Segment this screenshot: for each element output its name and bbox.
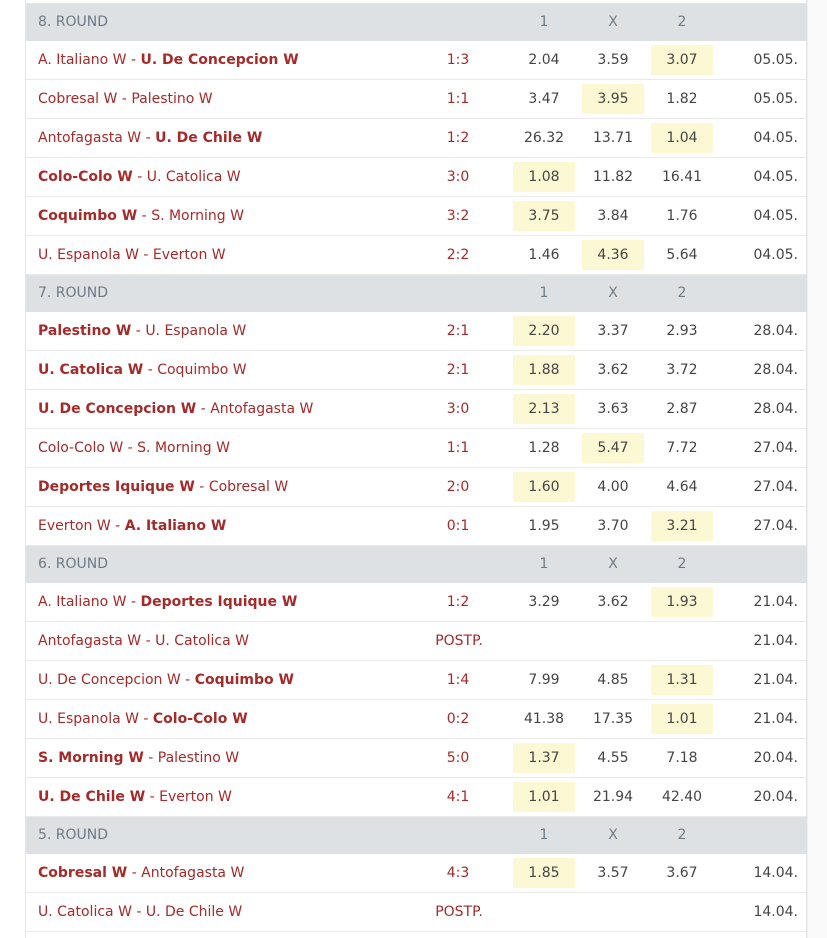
odds-cell-2[interactable]: 1.04 [651,123,713,153]
home-team: Colo-Colo W [38,169,133,185]
match-score: 3:0 [446,169,470,185]
round-title: 5. ROUND [38,827,109,843]
match-date: 21.04. [753,711,798,727]
match-date: 27.04. [753,479,798,495]
postponed-label: POSTP. [435,904,483,920]
team-separator: - [137,208,152,224]
odds-cell-x [582,626,644,656]
odds-cell-2[interactable]: 1.31 [651,665,713,695]
odds-column-label-x: X [608,285,618,301]
odds-cell-1 [513,897,575,927]
match-date: 04.05. [753,130,798,146]
home-team: A. Italiano W [38,52,127,68]
home-team: U. De Concepcion W [38,401,197,417]
round-header [26,546,807,583]
odds-column-label-x: X [608,827,618,843]
team-separator: - [196,401,211,417]
round-title: 6. ROUND [38,556,109,572]
odds-cell-2[interactable]: 42.40 [661,789,703,805]
odds-cell-2[interactable]: 4.64 [666,479,698,495]
match-date: 27.04. [753,440,798,456]
away-team: Coquimbo W [194,672,294,688]
away-team: S. Morning W [151,208,244,224]
odds-cell-x[interactable]: 4.55 [597,750,629,766]
away-team: Colo-Colo W [152,711,248,727]
away-team: U. De Chile W [145,904,243,920]
match-score: 1:1 [446,440,470,456]
odds-cell-1[interactable]: 1.28 [528,440,560,456]
match-score: 1:3 [446,52,470,68]
match-score: 0:2 [446,711,470,727]
team-separator: - [143,750,158,766]
away-team: Palestino W [157,750,240,766]
odds-cell-1[interactable]: 1.37 [513,743,575,773]
match-teams-link[interactable] [38,169,241,185]
team-separator: - [132,169,147,185]
match-row[interactable] [26,429,807,468]
odds-cell-x [582,897,644,927]
match-row[interactable] [26,507,807,546]
team-separator: - [126,52,141,68]
odds-column-label-1: 1 [539,285,549,301]
home-team: U. Espanola W [38,711,139,727]
odds-cell-2[interactable]: 2.87 [666,401,698,417]
odds-column-label-2: 2 [677,14,687,30]
odds-cell-x[interactable]: 4.36 [582,240,644,270]
match-date: 21.04. [753,594,798,610]
scrollbar-track[interactable] [807,0,827,938]
match-teams-link[interactable] [38,904,242,920]
away-team: Everton W [159,789,232,805]
away-team: Antofagasta W [141,865,245,881]
odds-cell-1[interactable]: 1.85 [513,858,575,888]
odds-cell-1[interactable]: 2.20 [513,316,575,346]
match-score: 1:2 [446,130,470,146]
match-row[interactable] [26,854,807,893]
match-row[interactable] [26,41,807,80]
odds-cell-x[interactable]: 21.94 [592,789,634,805]
odds-cell-x[interactable]: 3.84 [597,208,629,224]
odds-cell-2[interactable]: 7.72 [666,440,698,456]
odds-cell-1[interactable]: 2.04 [528,52,560,68]
odds-cell-2[interactable]: 1.76 [666,208,698,224]
odds-cell-x[interactable]: 5.47 [582,433,644,463]
odds-cell-1[interactable]: 7.99 [528,672,560,688]
home-team: U. Espanola W [38,247,139,263]
match-row[interactable] [26,351,807,390]
odds-cell-1[interactable]: 1.46 [528,247,560,263]
away-team: Palestino W [131,91,213,107]
match-score: 5:0 [446,750,470,766]
match-row[interactable] [26,778,807,817]
odds-cell-1[interactable]: 1.01 [513,782,575,812]
match-row[interactable] [26,312,807,351]
home-team: Colo-Colo W [38,440,124,456]
match-date: 28.04. [753,401,798,417]
match-teams-link[interactable] [38,323,246,339]
odds-cell-1[interactable]: 3.29 [528,594,560,610]
odds-cell-1[interactable]: 3.47 [528,91,560,107]
odds-cell-x[interactable]: 3.95 [582,84,644,114]
away-team: U. De Concepcion W [140,52,299,68]
match-score: 2:0 [446,479,470,495]
odds-cell-2 [651,626,713,656]
match-teams-link[interactable] [38,362,247,378]
match-date: 14.04. [753,865,798,881]
home-team: U. De Concepcion W [38,672,181,688]
odds-cell-2 [651,897,713,927]
match-score: 2:1 [446,323,470,339]
home-team: Cobresal W [38,91,118,107]
match-date: 04.05. [753,208,798,224]
match-row[interactable] [26,893,807,932]
odds-cell-2[interactable]: 7.18 [666,750,698,766]
home-team: S. Morning W [38,750,144,766]
match-teams-link[interactable] [38,440,230,456]
match-teams-link[interactable] [38,52,299,68]
match-teams-link[interactable] [38,750,239,766]
match-row[interactable] [26,197,807,236]
match-score: 3:2 [446,208,470,224]
match-row[interactable] [26,622,807,661]
round-header [26,4,807,41]
match-teams-link[interactable] [38,865,244,881]
round-header [26,817,807,854]
odds-column-label-x: X [608,14,618,30]
match-teams-link[interactable] [38,672,294,688]
round-title: 7. ROUND [38,285,109,301]
match-row[interactable] [26,583,807,622]
match-date: 21.04. [753,633,798,649]
odds-column-label-1: 1 [539,827,549,843]
away-team: A. Italiano W [124,518,227,534]
odds-cell-2[interactable]: 1.93 [651,587,713,617]
odds-cell-1[interactable]: 2.13 [513,394,575,424]
odds-cell-1[interactable]: 26.32 [523,130,565,146]
odds-column-label-2: 2 [677,827,687,843]
match-score: 2:1 [446,362,470,378]
match-teams-link[interactable] [38,711,248,727]
match-row[interactable] [26,739,807,778]
odds-cell-1[interactable]: 3.75 [513,201,575,231]
match-score: 4:1 [446,789,470,805]
team-separator: - [194,479,209,495]
match-row[interactable] [26,158,807,197]
odds-column-label-2: 2 [677,285,687,301]
team-separator: - [123,440,138,456]
team-separator: - [145,789,160,805]
away-team: Deportes Iquique W [140,594,298,610]
match-score: 0:1 [446,518,470,534]
team-separator: - [141,633,156,649]
odds-column-label-1: 1 [539,14,549,30]
odds-cell-1 [513,626,575,656]
away-team: U. Espanola W [145,323,247,339]
home-team: Everton W [38,518,111,534]
match-teams-link[interactable] [38,130,262,146]
away-team: Cobresal W [208,479,289,495]
team-separator: - [143,362,158,378]
match-row[interactable] [26,80,807,119]
odds-cell-2[interactable]: 16.41 [661,169,703,185]
match-teams-link[interactable] [38,633,249,649]
round-header [26,275,807,312]
odds-column-label-x: X [608,556,618,572]
team-separator: - [126,594,141,610]
odds-cell-2[interactable]: 1.82 [666,91,698,107]
home-team: U. Catolica W [38,362,144,378]
odds-cell-x[interactable]: 3.62 [597,362,629,378]
odds-cell-x[interactable]: 3.70 [597,518,629,534]
match-teams-link[interactable] [38,401,313,417]
odds-cell-x[interactable]: 13.71 [592,130,634,146]
odds-column-label-2: 2 [677,556,687,572]
match-date: 28.04. [753,362,798,378]
match-score: 1:4 [446,672,470,688]
match-score: 2:2 [446,247,470,263]
odds-cell-1[interactable]: 1.95 [528,518,560,534]
match-row[interactable] [26,119,807,158]
match-row[interactable] [26,390,807,429]
odds-cell-1[interactable]: 1.08 [513,162,575,192]
odds-cell-x[interactable]: 3.57 [597,865,629,881]
match-teams-link[interactable] [38,208,244,224]
odds-column-label-1: 1 [539,556,549,572]
home-team: Antofagasta W [38,633,142,649]
home-team: Cobresal W [38,865,128,881]
round-title: 8. ROUND [38,14,109,30]
match-date: 27.04. [753,518,798,534]
team-separator: - [117,91,132,107]
odds-cell-x[interactable]: 3.37 [597,323,629,339]
away-team: Everton W [152,247,226,263]
match-date: 05.05. [753,91,798,107]
home-team: U. Catolica W [38,904,132,920]
match-date: 20.04. [753,750,798,766]
match-date: 28.04. [753,323,798,339]
team-separator: - [180,672,195,688]
team-separator: - [110,518,125,534]
odds-cell-2[interactable]: 5.64 [666,247,698,263]
odds-cell-x[interactable]: 17.35 [592,711,634,727]
match-date: 05.05. [753,52,798,68]
match-row[interactable] [26,661,807,700]
match-date: 21.04. [753,672,798,688]
odds-cell-2[interactable]: 3.72 [666,362,698,378]
match-date: 20.04. [753,789,798,805]
match-score: 4:3 [446,865,470,881]
team-separator: - [127,865,142,881]
odds-cell-x[interactable]: 4.00 [597,479,629,495]
odds-cell-x[interactable]: 3.62 [597,594,629,610]
away-team: S. Morning W [137,440,230,456]
away-team: Coquimbo W [157,362,247,378]
home-team: Antofagasta W [38,130,142,146]
odds-cell-1[interactable]: 41.38 [523,711,565,727]
away-team: Antofagasta W [210,401,314,417]
match-score: 3:0 [446,401,470,417]
odds-cell-x[interactable]: 4.85 [597,672,629,688]
away-team: U. Catolica W [155,633,249,649]
results-table [26,4,807,932]
home-team: A. Italiano W [38,594,127,610]
home-team: U. De Chile W [38,789,146,805]
match-date: 14.04. [753,904,798,920]
team-separator: - [138,247,153,263]
odds-cell-2[interactable]: 1.01 [651,704,713,734]
odds-cell-x[interactable]: 3.63 [597,401,629,417]
postponed-label: POSTP. [435,633,483,649]
home-team: Deportes Iquique W [38,479,195,495]
odds-cell-2[interactable]: 3.07 [651,45,713,75]
match-score: 1:1 [446,91,470,107]
odds-cell-x[interactable]: 3.59 [597,52,629,68]
away-team: U. De Chile W [155,130,263,146]
match-row[interactable] [26,700,807,739]
team-separator: - [138,711,153,727]
away-team: U. Catolica W [146,169,241,185]
match-teams-link[interactable] [38,518,226,534]
match-teams-link[interactable] [38,789,232,805]
home-team: Palestino W [38,323,132,339]
match-row[interactable] [26,236,807,275]
home-team: Coquimbo W [38,208,138,224]
team-separator: - [131,323,146,339]
match-teams-link[interactable] [38,594,297,610]
odds-cell-2[interactable]: 3.67 [666,865,698,881]
match-teams-link[interactable] [38,91,213,107]
match-score: 1:2 [446,594,470,610]
match-date: 04.05. [753,247,798,263]
match-date: 04.05. [753,169,798,185]
team-separator: - [131,904,146,920]
team-separator: - [141,130,156,146]
odds-cell-1[interactable]: 1.88 [513,355,575,385]
odds-cell-1[interactable]: 1.60 [513,472,575,502]
odds-cell-2[interactable]: 2.93 [666,323,698,339]
match-teams-link[interactable] [38,479,288,495]
match-teams-link[interactable] [38,247,226,263]
odds-cell-2[interactable]: 3.21 [651,511,713,541]
odds-cell-x[interactable]: 11.82 [592,169,634,185]
match-row[interactable] [26,468,807,507]
